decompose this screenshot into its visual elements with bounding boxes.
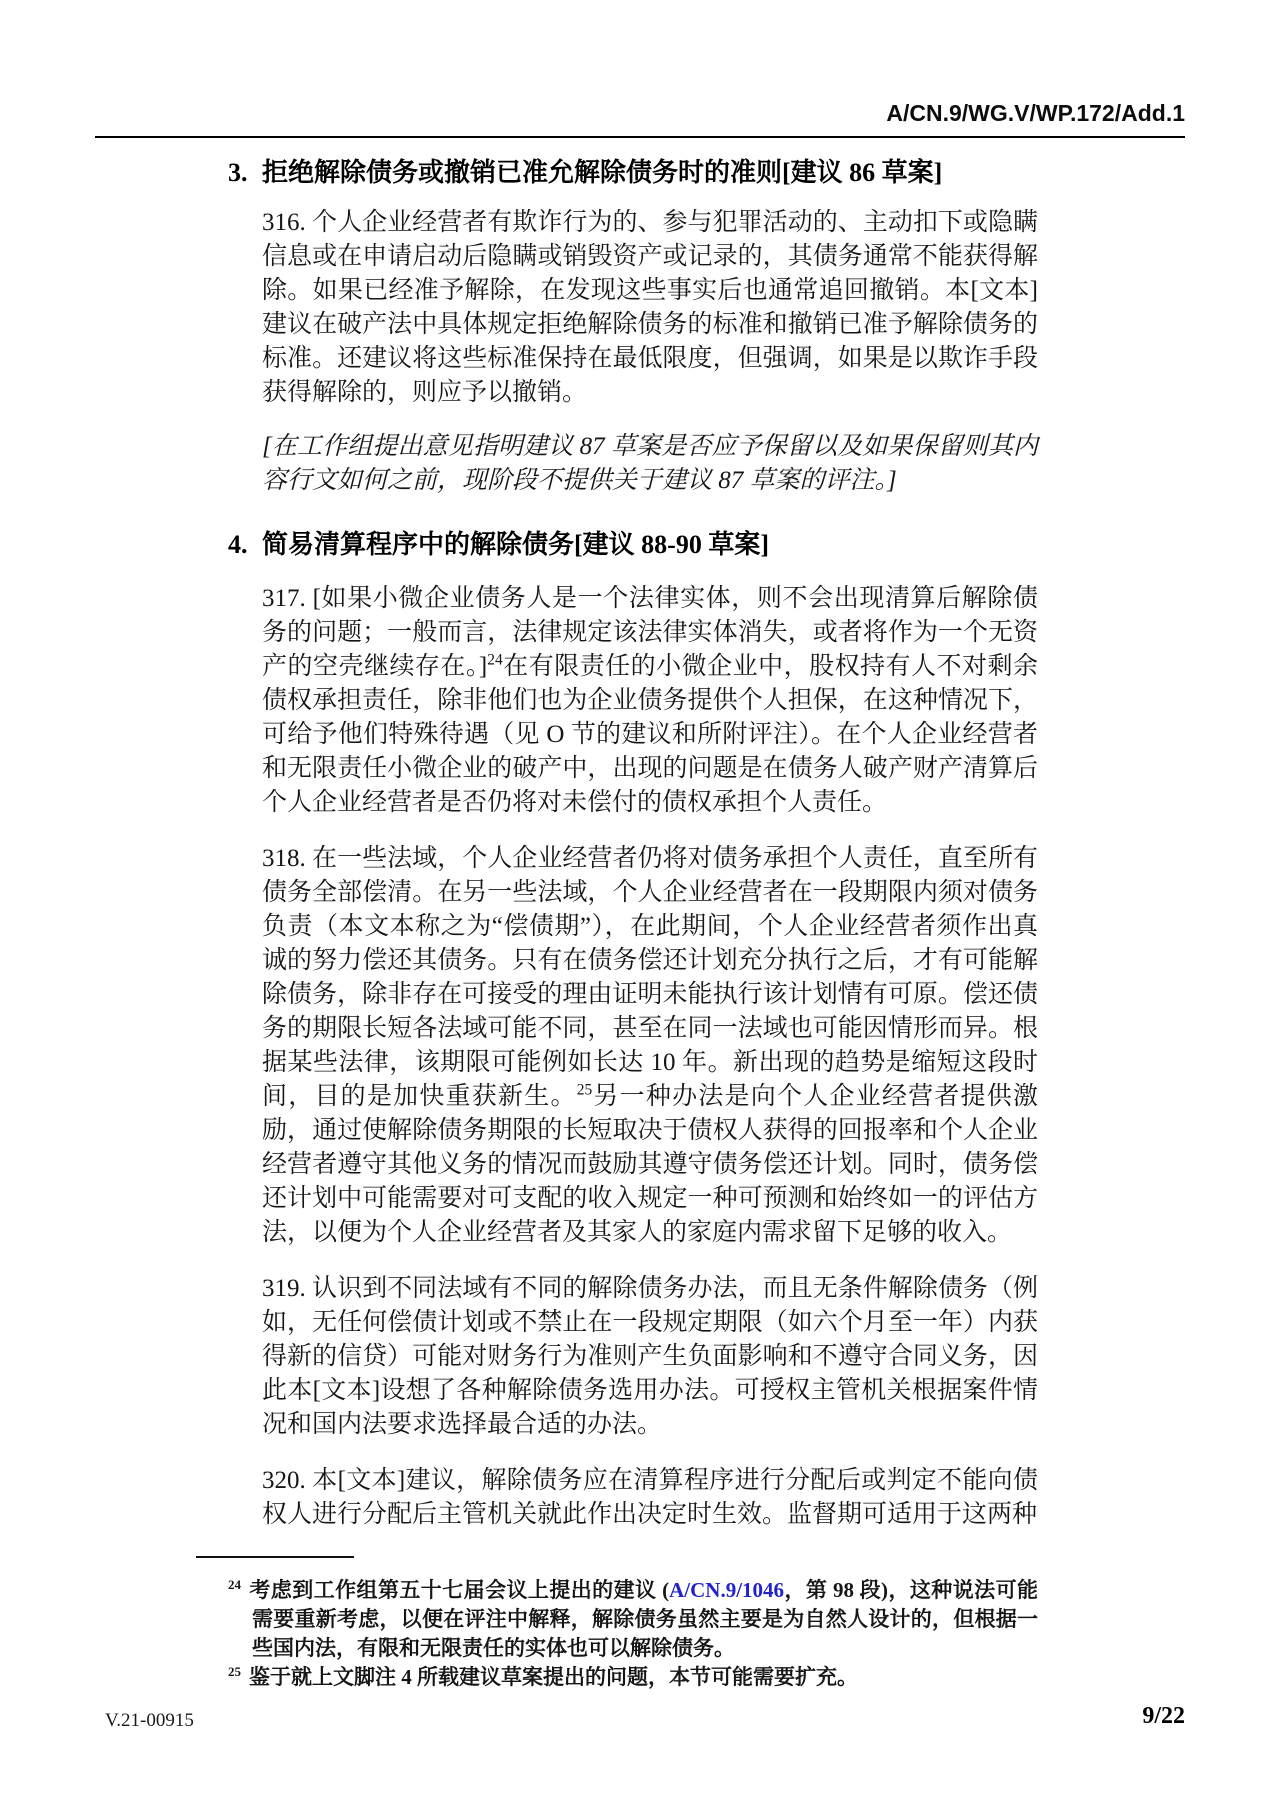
footnote-separator [196, 1556, 354, 1558]
footnotes [228, 1576, 1038, 1692]
section-number: 4. [228, 530, 248, 559]
footnote-ref-24: 24 [487, 651, 503, 669]
footnote-text [249, 1578, 1038, 1660]
text-segment: 在有限责任的小微企业中，股权持有人不对剩余债权承担责任，除非他们也为企业债务提供个人担保，在这种情况下，可给予他们特殊待遇（见 O 节的建议和所附评注）。在个人企业经营者和无限责任小微企业的破产中，出现的问题是在债务人破产财产清算后个人企业经营者是否仍将对未偿付的债权承担个人责任。 [262, 653, 1038, 816]
footnote-text [249, 1665, 858, 1689]
page-number: 9/22 [1142, 1703, 1185, 1729]
document-link-acn9-1046[interactable]: A/CN.9/1046 [669, 1578, 785, 1602]
text-segment: 319. 认识到不同法域有不同的解除债务办法，而且无条件解除债务（例如，无任何偿债计划或不禁止在一段规定期限（如六个月至一年）内获得新的信贷）可能对财务行为准则产生负面影响和不遵守合同义务，因此本[文本]设想了各种解除债务选用办法。可授权主管机关根据案件情况和国内法要求选择最合适的办法。 [262, 1275, 1038, 1438]
text-segment: 鉴于就上文脚注 4 所载建议草案提出的问题，本节可能需要扩充。 [249, 1665, 859, 1689]
footnote-24 [228, 1576, 1038, 1663]
footnote-25 [228, 1663, 1038, 1692]
section-heading-4 [228, 530, 1038, 560]
text-segment: 318. 在一些法域，个人企业经营者仍将对债务承担个人责任，直至所有债务全部偿清。在另一些法域，个人企业经营者在一段期限内须对债务负责（本文本称之为“偿债期”），在此期间，个人企业经营者须作出真诚的努力偿还其债务。只有在债务偿还计划充分执行之后，才有可能解除债务，除非存在可接受的理由证明未能执行该计划情有可原。偿还债务的期限长短各法域可能不同，甚至在同一法域也可能因情形而异。根据某些法律，该期限可能例如长达 10 年。新出现的趋势是缩短这段时间，目的是加快重获新生。 [262, 845, 1038, 1110]
footnote-marker: 24 [228, 1577, 242, 1592]
footnote-marker: 25 [228, 1664, 242, 1679]
footnote-ref-25: 25 [576, 1081, 593, 1099]
document-symbol: A/CN.9/WG.V/WP.172/Add.1 [886, 100, 1185, 126]
text-segment: ，第 98 段)，这种说法可能需要重新考虑，以便在评注中解释，解除债务虽然主要是为自然人设计的，但根据一些国内法，有限和无限责任的实体也可以解除债务。 [252, 1578, 1038, 1660]
paragraph-319 [228, 1272, 1038, 1442]
section-number: 3. [228, 158, 248, 187]
section-heading-3 [228, 158, 1038, 188]
text-segment: 316. 个人企业经营者有欺诈行为的、参与犯罪活动的、主动扣下或隐瞒信息或在申请启动后隐瞒或销毁资产或记录的，其债务通常不能获得解除。如果已经准予解除，在发现这些事实后也通常追回撤销。本[文本]建议在破产法中具体规定拒绝解除债务的标准和撤销已准予解除债务的标准。还建议将这些标准保持在最低限度，但强调，如果是以欺诈手段获得解除的，则应予以撤销。 [262, 209, 1038, 406]
job-number: V.21-00915 [105, 1710, 194, 1731]
text-segment: [在工作组提出意见指明建议 87 草案是否应予保留以及如果保留则其内容行文如何之前，现阶段不提供关于建议 87 草案的评注。] [262, 433, 1038, 494]
note-recommendation-87 [228, 430, 1038, 498]
text-segment: 317. [如果小微企业债务人是一个法律实体，则不会出现清算后解除债务的问题；一般而言，法律规定该法律实体消失，或者将作为一个无资产的空壳继续存在。] [262, 585, 1038, 680]
header-rule [95, 136, 1185, 138]
text-segment: 另一种办法是向个人企业经营者提供激励，通过使解除债务期限的长短取决于债权人获得的回报率和个人企业经营者遵守其他义务的情况而鼓励其遵守债务偿还计划。同时，债务偿还计划中可能需要对可支配的收入规定一种可预测和始终如一的评估方法，以便为个人企业经营者及其家人的家庭内需求留下足够的收入。 [262, 1083, 1038, 1246]
section-title: 简易清算程序中的解除债务[建议 88-90 草案] [262, 530, 769, 559]
paragraph-318 [228, 842, 1038, 1250]
document-body [228, 158, 1038, 1532]
text-segment: 320. 本[文本]建议，解除债务应在清算程序进行分配后或判定不能向债权人进行分配后主管机关就此作出决定时生效。监督期可适用于这两种 [262, 1467, 1038, 1528]
paragraph-317 [228, 582, 1038, 820]
paragraph-320 [228, 1464, 1038, 1532]
section-title: 拒绝解除债务或撤销已准允解除债务时的准则[建议 86 草案] [262, 158, 943, 187]
paragraph-316 [228, 206, 1038, 410]
text-segment: 考虑到工作组第五十七届会议上提出的建议 ( [249, 1578, 670, 1602]
